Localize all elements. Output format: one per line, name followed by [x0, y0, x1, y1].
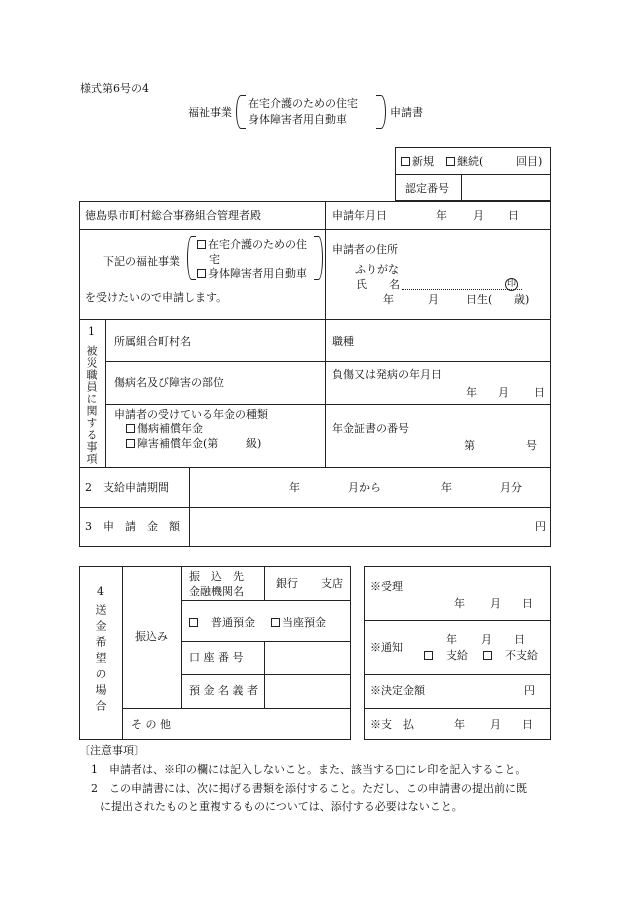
notice-year: 年 — [446, 633, 457, 646]
job-label: 職種 — [332, 335, 354, 348]
notice-month: 月 — [481, 633, 492, 646]
payment-label: ※支 払 — [370, 718, 414, 731]
period-from: 月から — [348, 481, 381, 494]
section4-title: 送金希望の場合 — [94, 604, 107, 716]
note-2a: 2 この申請書には、次に掲げる書類を添付すること。ただし、この申請書の提出前に既 — [91, 782, 527, 795]
pension-option-disability[interactable]: 障害補償年金(第 — [126, 438, 218, 449]
application-day: 日 — [508, 209, 519, 222]
continue-checkbox[interactable]: 継続( — [446, 156, 483, 167]
request-option-vehicle[interactable]: 身体障害者用自動車 — [197, 268, 307, 279]
bank-label-a: 振 込 先 — [189, 570, 244, 583]
notice-paid-option[interactable]: 支給 — [424, 650, 468, 661]
payment-year: 年 — [454, 718, 465, 731]
payment-day: 日 — [522, 718, 533, 731]
injury-month: 月 — [498, 386, 509, 399]
cert-dai: 第 — [464, 439, 475, 452]
bank-label-b: 金融機関名 — [189, 585, 244, 598]
name-label: 氏 名 — [356, 278, 400, 291]
amount-yen: 円 — [535, 520, 546, 533]
injury-year: 年 — [466, 386, 477, 399]
other-label: そ の 他 — [131, 718, 171, 731]
notice-notpaid-option[interactable]: 不支給 — [483, 650, 538, 661]
title-option-2: 身体障害者用自動車 — [248, 113, 347, 126]
branch-suffix: 支店 — [321, 577, 343, 590]
birth-day: 日生( — [466, 293, 493, 306]
furigana-label: ふりがな — [355, 263, 399, 276]
received-day: 日 — [522, 597, 533, 610]
application-date-label: 申請年月日 — [332, 209, 387, 222]
injury-label: 傷病名及び障害の部位 — [114, 376, 224, 389]
age-label: 歳) — [514, 293, 530, 306]
received-year: 年 — [454, 597, 465, 610]
pension-option-injury[interactable]: 傷病補償年金 — [126, 423, 203, 434]
title-option-1: 在宅介護のための住宅 — [248, 97, 358, 110]
decided-amount-label: ※決定金額 — [370, 684, 425, 697]
notice-day: 日 — [514, 633, 525, 646]
received-label: ※受理 — [370, 580, 403, 593]
request-option-housing[interactable]: 在宅介護のための住 — [197, 239, 307, 250]
transfer-label: 振込み — [135, 630, 168, 643]
payment-month: 月 — [490, 718, 501, 731]
application-year: 年 — [436, 209, 447, 222]
pension-kind-label: 申請者の受けている年金の種類 — [114, 408, 268, 421]
form-number: 様式第6号の4 — [80, 82, 149, 95]
title-close-paren — [376, 95, 386, 129]
period-year-2: 年 — [441, 481, 452, 494]
received-month: 月 — [490, 597, 501, 610]
section3-label: 3 申 請 金 額 — [85, 520, 180, 533]
birth-year: 年 — [383, 293, 394, 306]
request-lead: 下記の福祉事業 — [103, 255, 180, 268]
birth-month: 月 — [428, 293, 439, 306]
seal-mark: 印 — [506, 279, 516, 289]
request-tail: を受けたいので申請します。 — [85, 291, 228, 304]
account-holder-label: 預 金 名 義 者 — [189, 684, 258, 697]
account-ordinary[interactable]: 普通預金 — [189, 617, 255, 628]
section2-label: 2 支給申請期間 — [85, 481, 169, 494]
title-prefix: 福祉事業 — [188, 106, 232, 119]
application-month: 月 — [473, 209, 484, 222]
cert-number-label: 認定番号 — [405, 182, 449, 195]
bank-suffix: 銀行 — [276, 577, 298, 590]
cert-go: 号 — [526, 439, 537, 452]
note-2b: に提出されたものと重複するものについては、添付する必要はないこと。 — [100, 800, 463, 813]
pension-cert-label: 年金証書の番号 — [332, 422, 409, 435]
period-to: 月分 — [500, 481, 522, 494]
period-year-1: 年 — [289, 481, 300, 494]
section1-number: 1 — [88, 325, 95, 338]
grade-label: 級) — [246, 437, 262, 450]
name-field[interactable] — [402, 289, 522, 290]
account-number-label: 口 座 番 号 — [189, 651, 244, 664]
applicant-address-label: 申請者の住所 — [332, 243, 398, 256]
account-current[interactable]: 当座預金 — [271, 617, 326, 628]
section4-number: 4 — [97, 585, 104, 598]
title-open-paren — [236, 95, 246, 129]
addressee: 徳島県市町村総合事務組合管理者殿 — [85, 209, 261, 222]
new-checkbox[interactable]: 新規 — [401, 156, 434, 167]
injury-day: 日 — [534, 386, 545, 399]
note-1: 1 申請者は、※印の欄には記入しないこと。また、該当する□にレ印を記入すること。 — [91, 763, 527, 776]
title-suffix: 申請書 — [390, 106, 423, 119]
notice-label: ※通知 — [370, 641, 403, 654]
status-box — [395, 147, 551, 201]
decided-amount-yen: 円 — [524, 684, 535, 697]
section1-title: 被災職員に関する事項 — [85, 345, 98, 465]
injury-date-label: 負傷又は発病の年月日 — [332, 368, 442, 381]
notes-heading: 〔注意事項〕 — [79, 744, 145, 757]
times-label: 回目) — [516, 155, 543, 168]
affiliation-label: 所属組合町村名 — [114, 335, 191, 348]
request-option-housing-cont: 宅 — [209, 253, 220, 266]
